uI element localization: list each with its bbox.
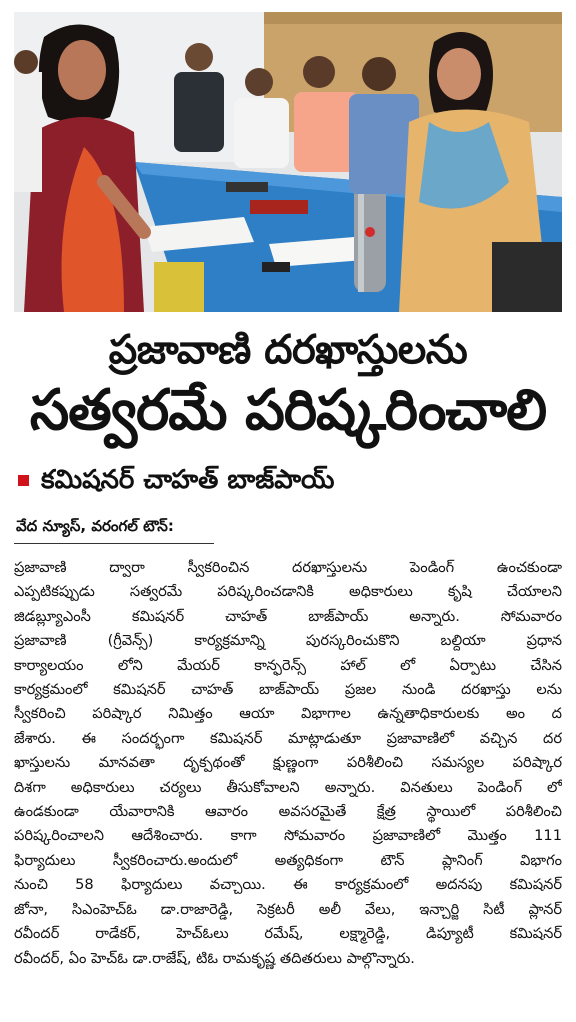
byline: వేద న్యూస్, వరంగల్ టౌన్: xyxy=(16,517,174,535)
article-line: జోనా, సిఎంహెచ్ఓ డా.రాజారెడ్డి, సెక్రటరీ అలీ వేలు, ఇన్చార్జి సిటీ ప్లానర్ xyxy=(14,900,562,918)
article-line: కార్యాలయం లోని మేయర్ కాన్ఫరెన్స్ హాల్ లో ఏర్పాటు చేసిన xyxy=(14,656,562,674)
article-line: స్వీకరించి పరిష్కార నిమిత్తం ఆయా విభాగాల ఉన్నతాధికారులకు అం ద xyxy=(14,705,562,723)
article-line: నుంచి 58 ఫిర్యాదులు వచ్చాయి. ఈ కార్యక్రమంలో అదనపు కమిషనర్ xyxy=(14,876,562,894)
article-line: కార్యక్రమంలో కమిషనర్ చాహత్ బాజ్‌పాయ్ ప్రజల నుండి దరఖాస్తు లను xyxy=(14,681,562,699)
article-line: ఫిర్యాదులు స్వీకరించారు.అందులో అత్యధికంగా టౌన్ ప్లానింగ్ విభాగం xyxy=(14,851,562,869)
article-line: ప్రజావాణి (గ్రీవెన్స్) కార్యక్రమాన్ని పురస్కరించుకొని బల్దియా ప్రధాన xyxy=(14,632,562,650)
headline-line-1: ప్రజావాణి దరఖాస్తులను xyxy=(108,327,468,373)
article-line: దిశగా అధికారులు చర్యలు తీసుకోవాలని అన్నారు. వినతులు పెండింగ్ లో xyxy=(14,778,562,796)
byline-divider xyxy=(14,543,214,544)
headline-line-2: సత్వరమే పరిష్కరించాలి xyxy=(29,378,547,443)
article-line: జేశారు. ఈ సందర్భంగా కమిషనర్ మాట్లాడుతూ ప్రజావాణిలో వచ్చిన దర xyxy=(14,729,562,747)
article-line: పరిష్కరించాలని ఆదేశించారు. కాగా సోమవారం ప్రజావాణిలో మొత్తం 111 xyxy=(14,827,562,845)
article-line: ఎప్పటికప్పుడు సత్వరమే పరిష్కరించడానికి అధికారులు కృషి చేయాలని xyxy=(14,583,562,601)
article-line: రవీందర్, ఏం హెచ్ఓ డా.రాజేష్, టిఓ రామకృష్ణ తదితరులు పాల్గొన్నారు. xyxy=(14,949,415,967)
news-photo-illustration xyxy=(14,12,562,312)
article-line: ప్రజావాణి ద్వారా స్వీకరించిన దరఖాస్తులను పెండింగ్ ఉంచకుండా xyxy=(14,559,562,576)
article-body xyxy=(14,556,562,1011)
article-line: ఖాస్తులను మానవతా దృక్పథంతో క్షుణ్ణంగా పరిశీలించి సమస్యల పరిష్కార xyxy=(14,754,562,772)
bullet-square-icon xyxy=(18,475,29,486)
subheadline-text: కమిషనర్ చాహత్ బాజ్‌పాయ్ xyxy=(41,465,335,495)
article-line: జిడబ్ల్యూఎంసీ కమిషనర్ చాహత్ బాజ్‌పాయ్ అన్నారు. సోమవారం xyxy=(14,607,562,625)
article-line: రవీందర్ రాడేకర్, హెచ్ఓలు రమేష్, లక్ష్మారెడ్డి, డిప్యూటీ కమిషనర్ xyxy=(14,925,562,943)
subheadline xyxy=(18,462,558,498)
article-line: ఉండకుండా యేవారానికి ఆవారం అవసరమైతే క్షేత్ర స్థాయిలో పరిశీలించి xyxy=(14,803,562,821)
news-photo xyxy=(14,12,562,312)
